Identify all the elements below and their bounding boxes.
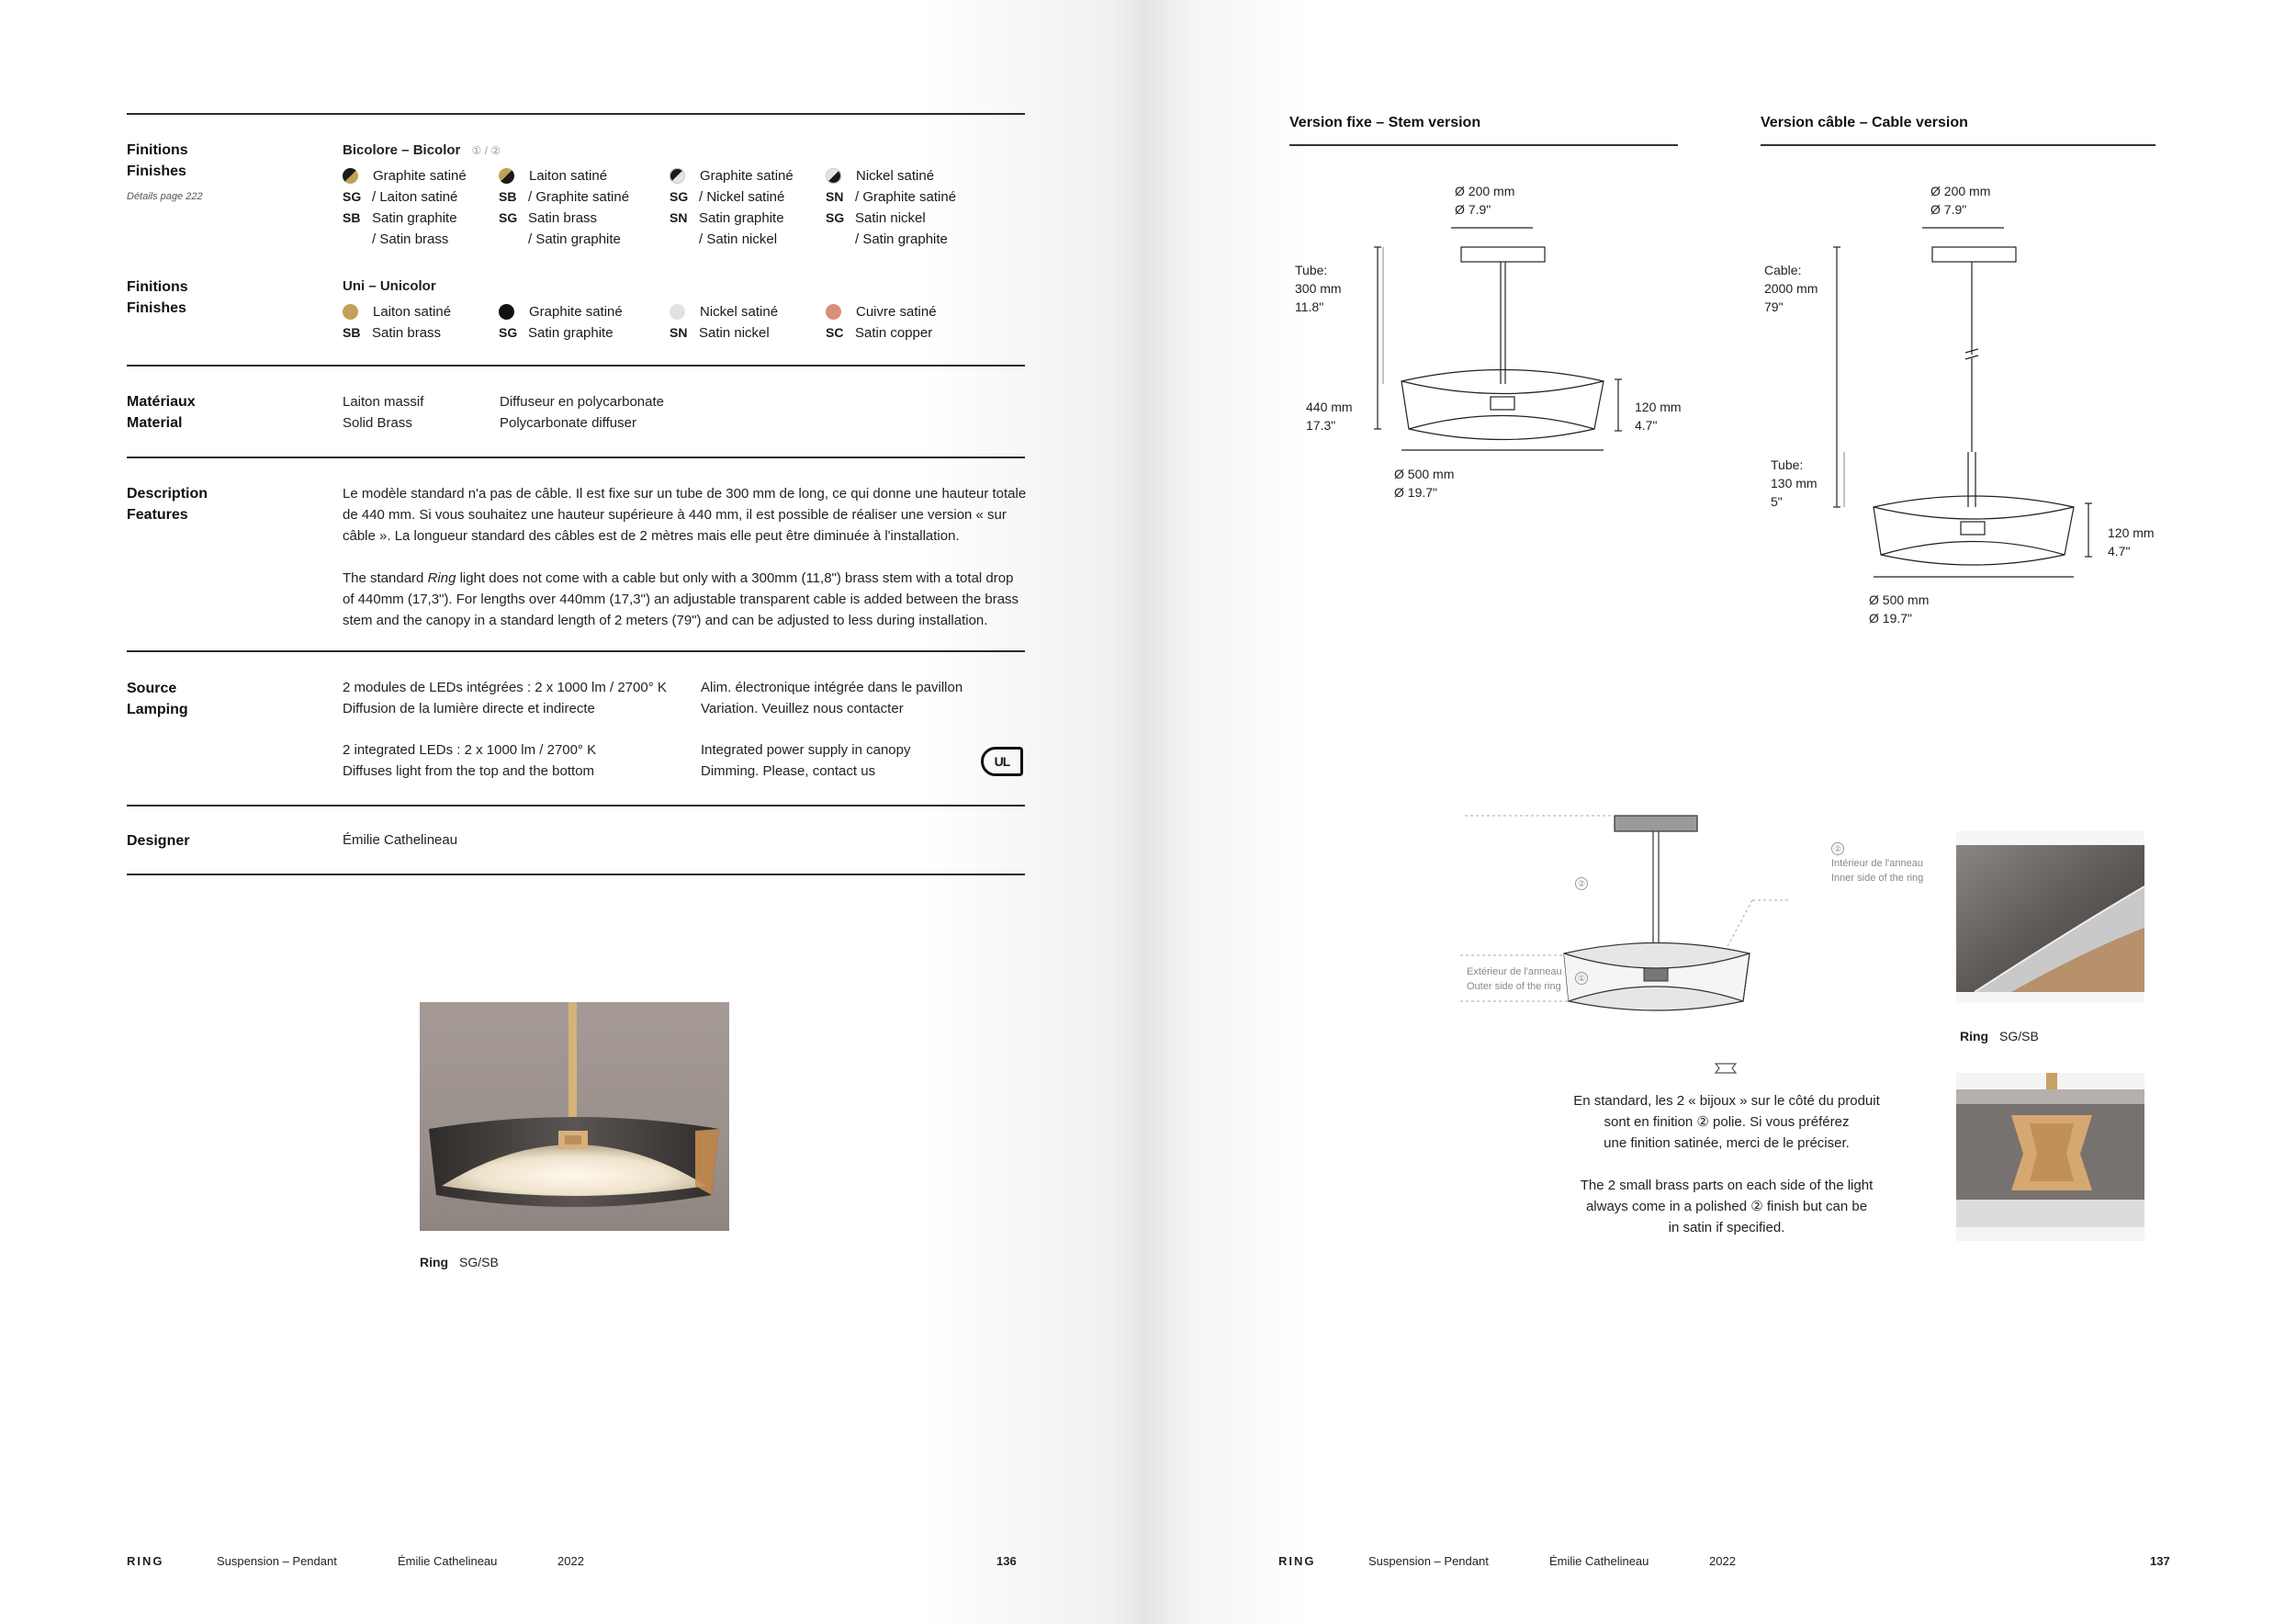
unicolor-swatch-item (826, 301, 937, 344)
finish-code: SG (499, 325, 518, 340)
caption-name: Ring (1960, 1029, 1989, 1043)
source-line: Diffuses light from the top and the bottom (343, 763, 595, 779)
finish-code: SG (343, 189, 362, 204)
bicolor-swatch-icon (670, 168, 685, 184)
stem-total-dimension (1306, 398, 1353, 434)
finish-name: Satin graphite (372, 210, 457, 226)
finish-name: Satin nickel (855, 210, 926, 226)
stem-height-dimension (1635, 398, 1682, 434)
divider (1761, 144, 2155, 146)
finish-name: Graphite satiné (373, 168, 467, 184)
footer-type: Suspension – Pendant (217, 1554, 337, 1568)
swatch-line (670, 165, 793, 186)
swatch-line: / Satin nickel (699, 231, 778, 247)
dim-label: Tube: (1295, 263, 1328, 277)
source-line: Variation. Veuillez nous contacter (701, 701, 904, 716)
dim-in: Ø 7.9" (1930, 202, 1967, 217)
swatch-line (826, 208, 956, 229)
details-note: Détails page 222 (127, 191, 203, 202)
finish-code: SB (499, 189, 517, 204)
circled-number: ① (1575, 972, 1588, 985)
dim-in: 17.3" (1306, 418, 1336, 433)
ring-finish-diagram (1460, 799, 1846, 1093)
dim-in: 11.8" (1295, 299, 1324, 314)
bicolor-heading-text: Bicolore – Bicolor (343, 142, 461, 158)
swatch-line (343, 322, 451, 344)
footer-designer: Émilie Cathelineau (398, 1554, 498, 1568)
unicolor-swatch-item (499, 301, 623, 344)
bicolor-swatch-icon (343, 168, 358, 184)
finish-name: Satin nickel (699, 325, 770, 341)
swatch-line (499, 186, 629, 208)
note-line: sont en finition ② polie. Si vous préférez (1604, 1114, 1850, 1130)
swatch-line (670, 322, 778, 344)
finish-code: SN (670, 325, 688, 340)
divider (127, 650, 1025, 652)
cable-top-diameter (1930, 182, 1990, 219)
bicolor-swatch-icon (499, 168, 514, 184)
divider (127, 874, 1025, 875)
finish-name: Satin brass (372, 325, 442, 341)
swatch-line (343, 208, 467, 229)
material-en: Polycarbonate diffuser (500, 415, 636, 431)
unicolor-swatch-icon (670, 304, 685, 320)
dim-mm: 130 mm (1771, 476, 1818, 491)
swatch-line (670, 186, 793, 208)
label-en: Features (127, 507, 188, 523)
circled-number: ② (1575, 877, 1588, 890)
dim-in: 4.7" (2108, 544, 2131, 558)
unicolor-swatch-item (670, 301, 778, 344)
swatch-line (499, 322, 623, 344)
stem-top-diameter (1455, 182, 1514, 219)
label-fr: Finitions (127, 142, 188, 158)
material-fr: Diffuseur en polycarbonate (500, 394, 665, 410)
caption-code: SG/SB (459, 1255, 499, 1269)
unicolor-swatch-item (343, 301, 451, 344)
note-fr: Intérieur de l'anneau (1831, 858, 1923, 869)
description-en-line (343, 568, 1027, 589)
finish-name: Satin graphite (699, 210, 784, 226)
bicolor-heading (343, 140, 501, 162)
description-text (343, 483, 1027, 631)
dim-mm: 440 mm (1306, 400, 1353, 414)
swatch-line (826, 165, 956, 186)
ring-inner-closeup (1956, 831, 2144, 1003)
swatch-line (343, 186, 467, 208)
finish-name: / Graphite satiné (855, 189, 957, 205)
finish-code: SB (343, 210, 361, 225)
cable-tube-dimension (1771, 456, 1818, 511)
ul-certification-icon: UL (981, 747, 1023, 776)
source-label (127, 678, 188, 720)
swatch-line (343, 301, 451, 322)
material-fr: Laiton massif (343, 394, 424, 410)
label-fr: Matériaux (127, 394, 196, 410)
dim-mm: Ø 200 mm (1930, 184, 1991, 198)
caption-code: SG/SB (1999, 1029, 2039, 1043)
brass-jewel-closeup (1956, 1073, 2144, 1241)
stem-version-title: Version fixe – Stem version (1289, 115, 1481, 130)
finish-name: Satin brass (528, 210, 598, 226)
dim-in: Ø 19.7" (1394, 485, 1437, 500)
divider (1289, 144, 1678, 146)
mark-1 (1575, 970, 1588, 987)
ring-detail-photo-top (1956, 831, 2144, 1003)
footer-brand: RING (1278, 1554, 1316, 1568)
divider (127, 365, 1025, 367)
finish-name: Satin copper (855, 325, 933, 341)
dim-mm: 120 mm (2108, 525, 2155, 540)
note-en: Outer side of the ring (1467, 981, 1561, 992)
finish-name: Satin graphite (528, 325, 613, 341)
description-fr-line: Le modèle standard n'a pas de câble. Il est fixe sur un tube de 300 mm de long, ce qui donne une hauteur totale (343, 486, 1027, 502)
circled-number: ② (1831, 842, 1844, 855)
source-line: 2 modules de LEDs intégrées : 2 x 1000 lm / 2700° K (343, 680, 667, 695)
dim-in: 79" (1764, 299, 1784, 314)
swatch-line (826, 322, 937, 344)
jewel-part-icon (1714, 1061, 1738, 1076)
cable-height-dimension (2108, 524, 2155, 560)
cable-diameter-dimension (1869, 591, 1929, 627)
stem-tube-dimension (1295, 261, 1342, 316)
finishes-unicolor-label (127, 276, 188, 319)
finish-name: Laiton satiné (529, 168, 608, 184)
page-number: 136 (996, 1554, 1017, 1568)
bicolor-swatch-item (343, 165, 467, 250)
source-col2 (701, 677, 962, 782)
swatch-line: / Satin brass (372, 231, 449, 247)
material-label (127, 391, 196, 434)
finish-code: SN (670, 210, 688, 225)
finish-code: SG (670, 189, 689, 204)
dim-mm: 2000 mm (1764, 281, 1818, 296)
swatch-line (826, 301, 937, 322)
designer-name: Émilie Cathelineau (343, 832, 458, 848)
dim-mm: 300 mm (1295, 281, 1342, 296)
dim-mm: Ø 500 mm (1869, 592, 1930, 607)
finish-code: SC (826, 325, 844, 340)
footer-year: 2022 (557, 1554, 584, 1568)
dim-mm: Ø 500 mm (1394, 467, 1455, 481)
unicolor-swatch-icon (343, 304, 358, 320)
dim-mm: Ø 200 mm (1455, 184, 1515, 198)
cable-length-dimension (1764, 261, 1818, 316)
label-en: Finishes (127, 300, 186, 316)
material-col2 (500, 391, 664, 434)
finish-name: Nickel satiné (700, 304, 779, 320)
note-line: in satin if specified. (1668, 1220, 1785, 1235)
description-fr-line: câble ». La longueur standard des câbles est de 2 mètres mais elle peut être diminuée à l'installation. (343, 528, 960, 544)
source-col1 (343, 677, 667, 782)
finish-name: / Nickel satiné (699, 189, 785, 205)
ring-detail-photo-bottom (1956, 1073, 2144, 1241)
finish-name: Graphite satiné (700, 168, 793, 184)
pendant-photo-illustration (420, 1002, 729, 1231)
swatch-line (499, 208, 629, 229)
description-label (127, 483, 208, 525)
material-en: Solid Brass (343, 415, 412, 431)
finish-name: Laiton satiné (373, 304, 452, 320)
finish-name: Cuivre satiné (856, 304, 937, 320)
finish-code: SB (343, 325, 361, 340)
label-fr: Description (127, 486, 208, 502)
description-fr-line: de 440 mm. Si vous souhaitez une hauteur supérieure à 440 mm, il est possible de réaliser une version « sur (343, 507, 1007, 523)
note-line: une finition satinée, merci de le préciser. (1604, 1135, 1850, 1151)
divider (127, 805, 1025, 806)
label-fr: Source (127, 681, 177, 696)
bicolor-swatch-item (499, 165, 629, 250)
note-line: The 2 small brass parts on each side of the light (1580, 1178, 1874, 1193)
source-line: Dimming. Please, contact us (701, 763, 876, 779)
caption-name: Ring (420, 1255, 449, 1269)
label-en: Material (127, 415, 183, 431)
finish-code: SN (826, 189, 844, 204)
footer-designer: Émilie Cathelineau (1549, 1554, 1649, 1568)
mark-2-left (1575, 875, 1588, 892)
photo-caption (420, 1252, 499, 1273)
dim-mm: 120 mm (1635, 400, 1682, 414)
note-fr: Extérieur de l'anneau (1467, 966, 1562, 977)
footer-brand: RING (127, 1554, 164, 1568)
text-segment: The standard (343, 570, 428, 586)
description-en-line: stem and the canopy in a standard length of 2 meters (79") and can be adjusted to less during installation. (343, 613, 988, 628)
finish-name: / Laiton satiné (372, 189, 458, 205)
bicolor-swatch-item (670, 165, 793, 250)
divider (127, 113, 1025, 115)
dim-label: Tube: (1771, 457, 1804, 472)
label-en: Finishes (127, 164, 186, 179)
unicolor-heading: Uni – Unicolor (343, 278, 436, 294)
text-segment: light does not come with a cable but only with a 300mm (11,8") brass stem with a total drop (456, 570, 1014, 586)
footer-year: 2022 (1709, 1554, 1736, 1568)
dim-label: Cable: (1764, 263, 1802, 277)
swatch-line (670, 301, 778, 322)
bicolor-marks: ① / ② (471, 144, 501, 157)
unicolor-swatch-icon (499, 304, 514, 320)
detail-photo-caption (1960, 1026, 2039, 1047)
text-segment-italic: Ring (427, 570, 456, 586)
source-line: Integrated power supply in canopy (701, 742, 911, 758)
note-en: Inner side of the ring (1831, 873, 1924, 884)
swatch-line (499, 301, 623, 322)
cable-version-title: Version câble – Cable version (1761, 115, 1968, 130)
finishes-bicolor-label (127, 140, 188, 182)
swatch-line: / Satin graphite (855, 231, 948, 247)
swatch-line (670, 208, 793, 229)
stem-diameter-dimension (1394, 465, 1454, 502)
note-line: always come in a polished ② finish but can be (1585, 1199, 1868, 1214)
divider (127, 457, 1025, 458)
swatch-line: / Satin graphite (528, 231, 621, 247)
swatch-line (343, 165, 467, 186)
right-page (1148, 0, 2296, 1624)
note-line: En standard, les 2 « bijoux » sur le côté du produit (1573, 1093, 1880, 1109)
designer-label: Designer (127, 833, 190, 849)
swatch-line (826, 186, 956, 208)
label-en: Lamping (127, 702, 188, 717)
inner-ring-note (1831, 841, 1923, 885)
dim-in: 4.7" (1635, 418, 1658, 433)
finish-name: / Graphite satiné (528, 189, 630, 205)
finish-code: SG (499, 210, 518, 225)
dim-in: Ø 7.9" (1455, 202, 1491, 217)
swatch-line (499, 165, 629, 186)
bicolor-swatch-icon (826, 168, 841, 184)
product-photo (420, 1002, 729, 1231)
outer-ring-note (1467, 964, 1562, 994)
source-line: Alim. électronique intégrée dans le pavillon (701, 680, 963, 695)
label-fr: Finitions (127, 279, 188, 295)
bicolor-swatch-item (826, 165, 956, 250)
jewel-note (1552, 1090, 1901, 1238)
page-number: 137 (2150, 1554, 2170, 1568)
finish-name: Graphite satiné (529, 304, 623, 320)
source-line: Diffusion de la lumière directe et indirecte (343, 701, 595, 716)
dim-in: 5" (1771, 494, 1783, 509)
dim-in: Ø 19.7" (1869, 611, 1912, 626)
unicolor-swatch-icon (826, 304, 841, 320)
description-en-line: of 440mm (17,3"). For lengths over 440mm (17,3") an adjustable transparent cable is added between the brass (343, 592, 1019, 607)
material-col1 (343, 391, 423, 434)
source-line: 2 integrated LEDs : 2 x 1000 lm / 2700° K (343, 742, 597, 758)
finish-code: SG (826, 210, 845, 225)
finish-name: Nickel satiné (856, 168, 935, 184)
footer-type: Suspension – Pendant (1368, 1554, 1489, 1568)
